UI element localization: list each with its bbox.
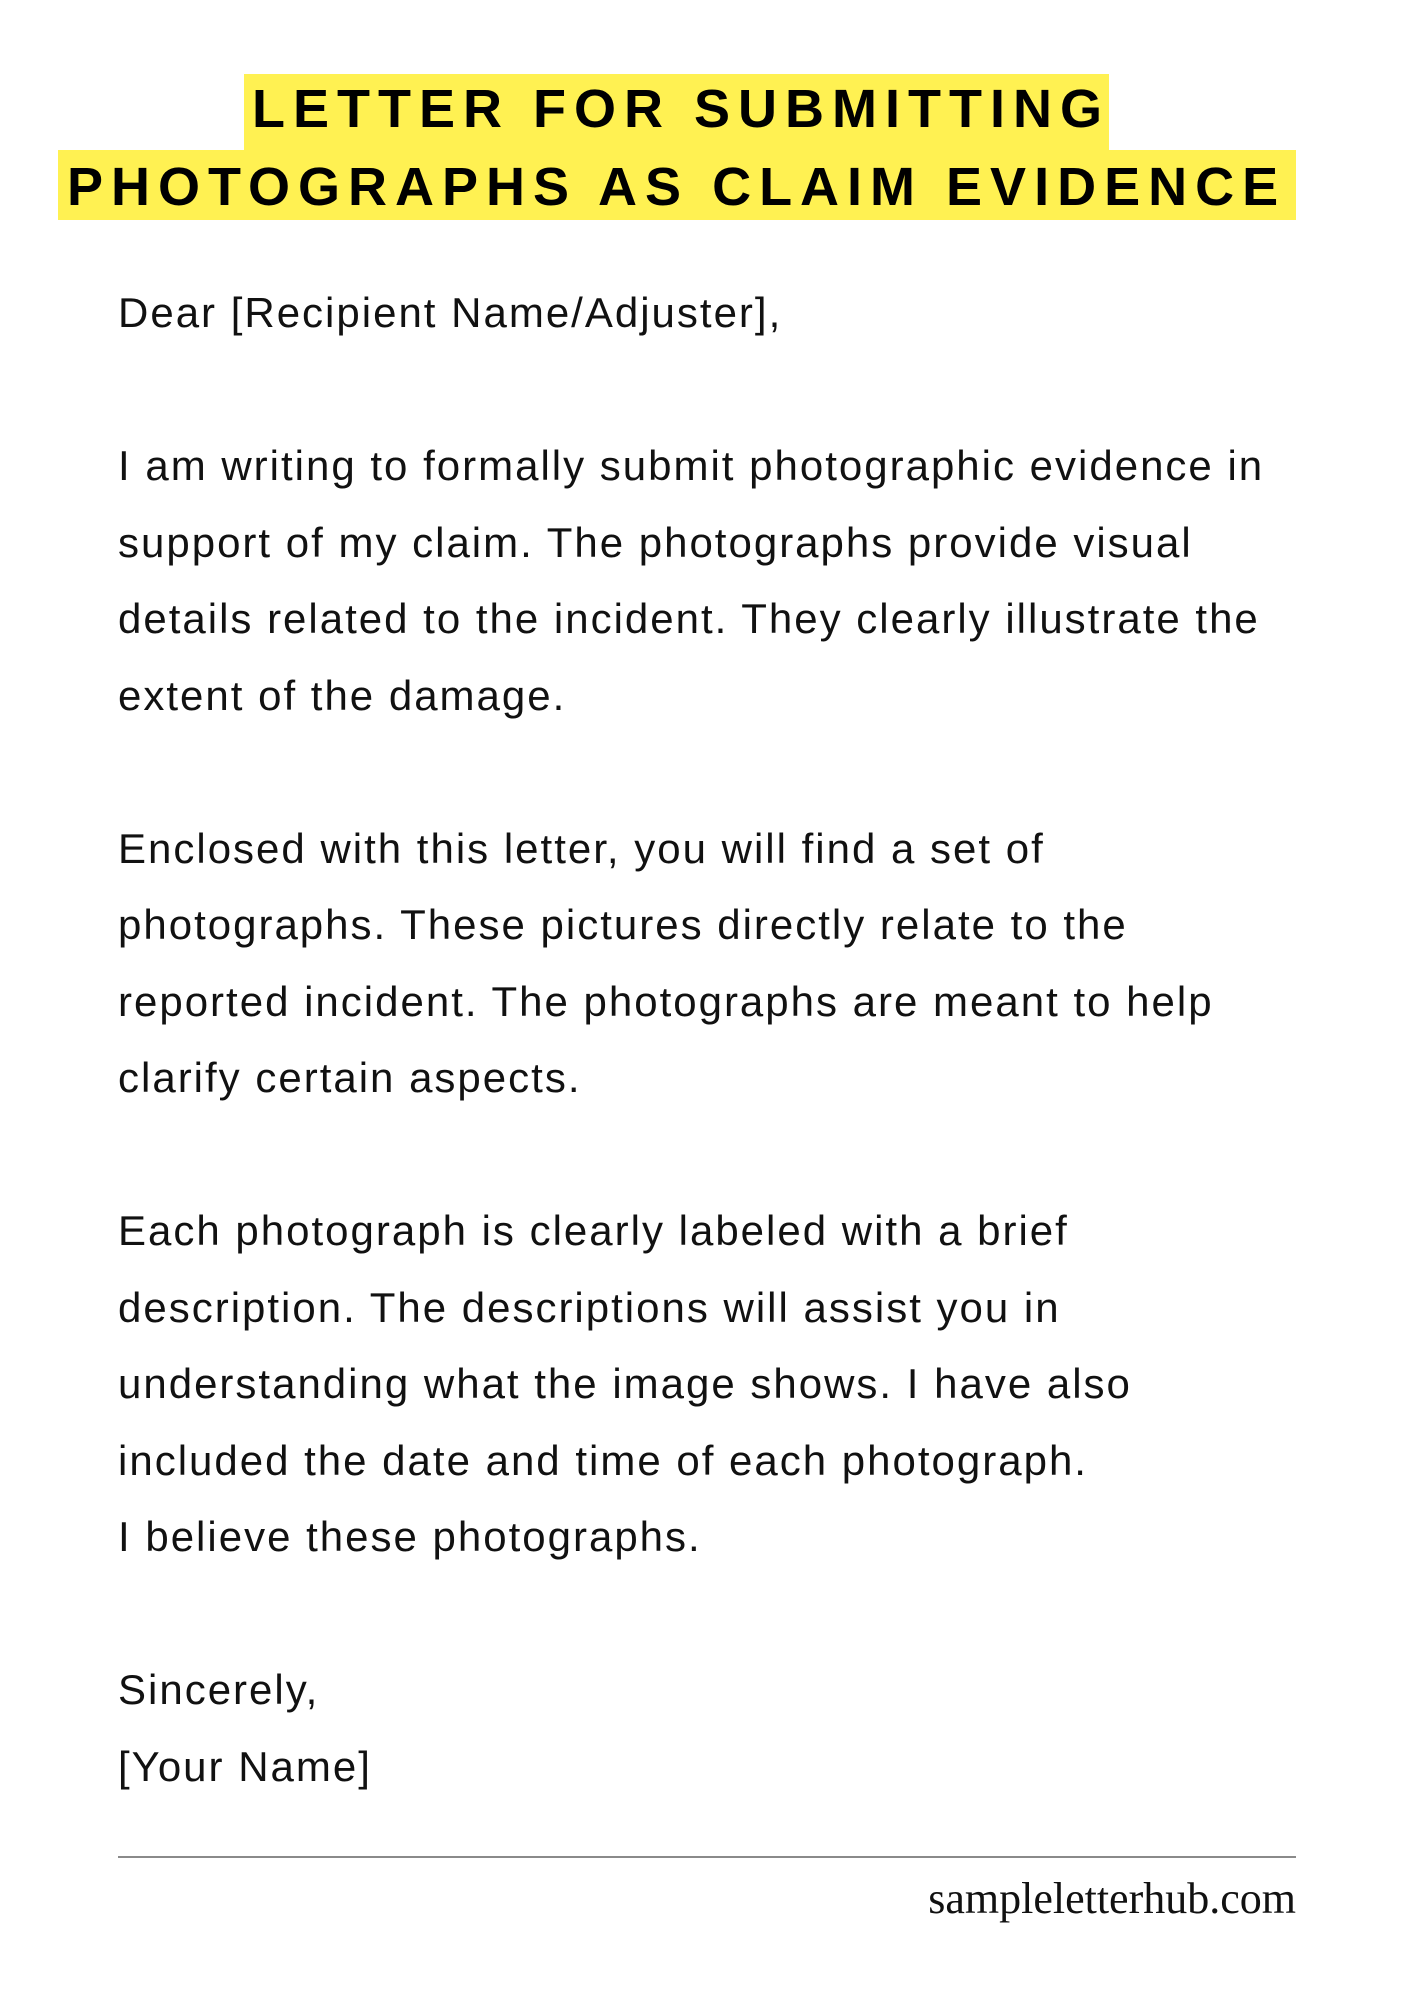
- spacer: [118, 352, 1318, 429]
- paragraph-line: included the date and time of each photograph.: [118, 1436, 1088, 1484]
- spacer: [118, 1576, 1318, 1653]
- paragraph-2: [118, 811, 1318, 1117]
- paragraph-line: clarify certain aspects.: [118, 1054, 582, 1101]
- footer-divider: [118, 1856, 1296, 1858]
- spacer: [118, 1117, 1318, 1194]
- closing: Sincerely,: [118, 1666, 320, 1713]
- paragraph-line: support of my claim. The photographs provide visual: [118, 518, 1193, 566]
- paragraph-line: details related to the incident. They clearly illustrate the: [118, 595, 1260, 642]
- paragraph-line: I believe these photographs.: [118, 1513, 702, 1560]
- paragraph-1: [118, 428, 1318, 734]
- title-highlight-line-2: [58, 150, 1296, 220]
- paragraph-line: Each photograph is clearly labeled with a brief: [118, 1207, 1069, 1254]
- title-highlight-line-1: [244, 74, 1109, 150]
- signature-name: [Your Name]: [118, 1742, 372, 1790]
- paragraph-line: description. The descriptions will assist you in: [118, 1283, 1061, 1331]
- salutation: Dear [Recipient Name/Adjuster],: [118, 289, 783, 336]
- footer-site-name: sampleletterhub.com: [928, 1874, 1296, 1923]
- page-title-line-2: PHOTOGRAPHS AS CLAIM EVIDENCE: [67, 157, 1287, 217]
- paragraph-line: Enclosed with this letter, you will find a set of: [118, 824, 1045, 872]
- paragraph-line: reported incident. The photographs are meant to help: [118, 977, 1214, 1025]
- letter-body: [118, 275, 1318, 1805]
- spacer: [118, 734, 1318, 811]
- paragraph-line: extent of the damage.: [118, 671, 567, 719]
- paragraph-line: photographs. These pictures directly relate to the: [118, 901, 1128, 948]
- paragraph-3: [118, 1193, 1318, 1576]
- page-title-line-1: LETTER FOR SUBMITTING: [252, 79, 1110, 139]
- paragraph-line: I am writing to formally submit photographic evidence in: [118, 442, 1265, 489]
- paragraph-line: understanding what the image shows. I have also: [118, 1360, 1132, 1407]
